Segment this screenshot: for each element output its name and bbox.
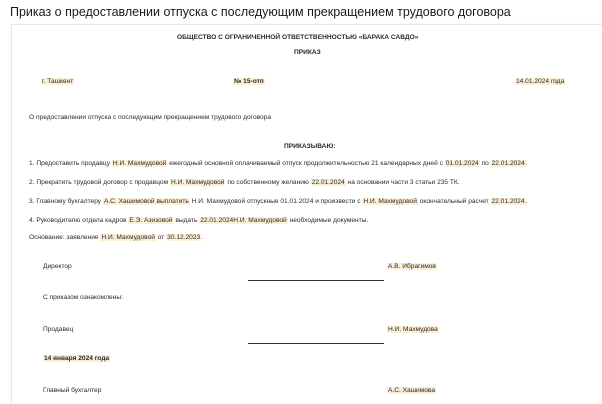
document-page	[11, 24, 602, 404]
accountant-label: Главный бухгалтер	[43, 387, 102, 394]
order-date: 14.01.2024 года	[516, 78, 565, 85]
item1-employee: Н.И. Махмудовой	[112, 160, 167, 167]
company-name: ОБЩЕСТВО С ОГРАНИЧЕННОЙ ОТВЕТСТВЕННОСТЬЮ «БАРАКА САВДО»	[177, 34, 419, 41]
order-item-2	[29, 179, 460, 186]
basis-date: 30.12.2023	[167, 234, 201, 241]
item2-date: 22.01.2024	[311, 179, 345, 186]
item3-accountant: А.С. Хашимовой выплатить	[103, 198, 189, 205]
order-item-4	[29, 217, 368, 224]
acquainted-label: С приказом ознакомлены:	[43, 294, 123, 301]
item2-text-c: на основании части 3 статьи 235 ТК.	[345, 179, 460, 186]
seller-date: 14 января 2024 года	[44, 355, 110, 362]
director-label: Директор	[43, 263, 72, 270]
order-number: № 15-отп	[234, 78, 264, 85]
item1-text-c: по	[479, 160, 491, 167]
item4-hr-head: Е.Э. Азизовой	[129, 217, 173, 224]
item3-text-b: Н.И. Махмудовой отпускные 01.01.2024 и произвести с	[189, 198, 363, 205]
seller-name: Н.И. Махмудова	[388, 326, 438, 333]
item2-text-b: по собственному желанию	[225, 179, 311, 186]
item2-text-a: 2. Прекратить трудовой договор с продавцом	[29, 179, 170, 186]
order-item-3	[29, 198, 527, 205]
item1-text-b: ежегодный основной оплачиваемый отпуск продолжительностью 21 календарных дней с	[167, 160, 445, 167]
director-signature-line	[248, 280, 384, 281]
item4-text-b: выдать	[173, 217, 200, 224]
item4-text-a: 4. Руководителю отдела кадров	[29, 217, 129, 224]
item4-date-employee: 22.01.2024Н.И. Махмудовой	[200, 217, 287, 224]
accountant-name: А.С. Хашимова	[388, 387, 435, 394]
director-name: А.В. Ибрагимов	[388, 263, 436, 270]
city: г. Ташкент	[42, 78, 74, 85]
item3-text-c: окончательный расчет	[417, 198, 491, 205]
basis-employee: Н.И. Махмудовой	[101, 234, 155, 241]
doc-type: ПРИКАЗ	[294, 49, 321, 56]
item3-text-a: 3. Главному бухгалтеру	[29, 198, 103, 205]
basis-line	[29, 234, 203, 241]
item1-text-a: 1. Предоставить продавцу	[29, 160, 112, 167]
item1-text-e: .	[525, 160, 528, 167]
item2-employee: Н.И. Махмудовой	[170, 179, 225, 186]
page-title: Приказ о предоставлении отпуска с последующим прекращением трудового договора	[10, 5, 511, 19]
subject-line: О предоставлении отпуска с последующим прекращением трудового договора	[29, 114, 272, 121]
order-item-1	[29, 160, 528, 167]
item1-date-from: 01.01.2024	[445, 160, 479, 167]
basis-text-a: Основание: заявление	[29, 234, 101, 241]
item3-date: 22.01.2024	[491, 198, 525, 205]
item3-text-e: .	[525, 198, 528, 205]
order-word: ПРИКАЗЫВАЮ:	[284, 143, 336, 150]
basis-text-b: от	[155, 234, 167, 241]
seller-signature-line	[248, 343, 384, 344]
item4-text-c: необходимые документы.	[287, 217, 369, 224]
item3-employee: Н.И. Махмудовой	[363, 198, 417, 205]
basis-text-c: .	[201, 234, 204, 241]
item1-date-to: 22.01.2024	[491, 160, 525, 167]
seller-label: Продавец	[43, 326, 74, 333]
